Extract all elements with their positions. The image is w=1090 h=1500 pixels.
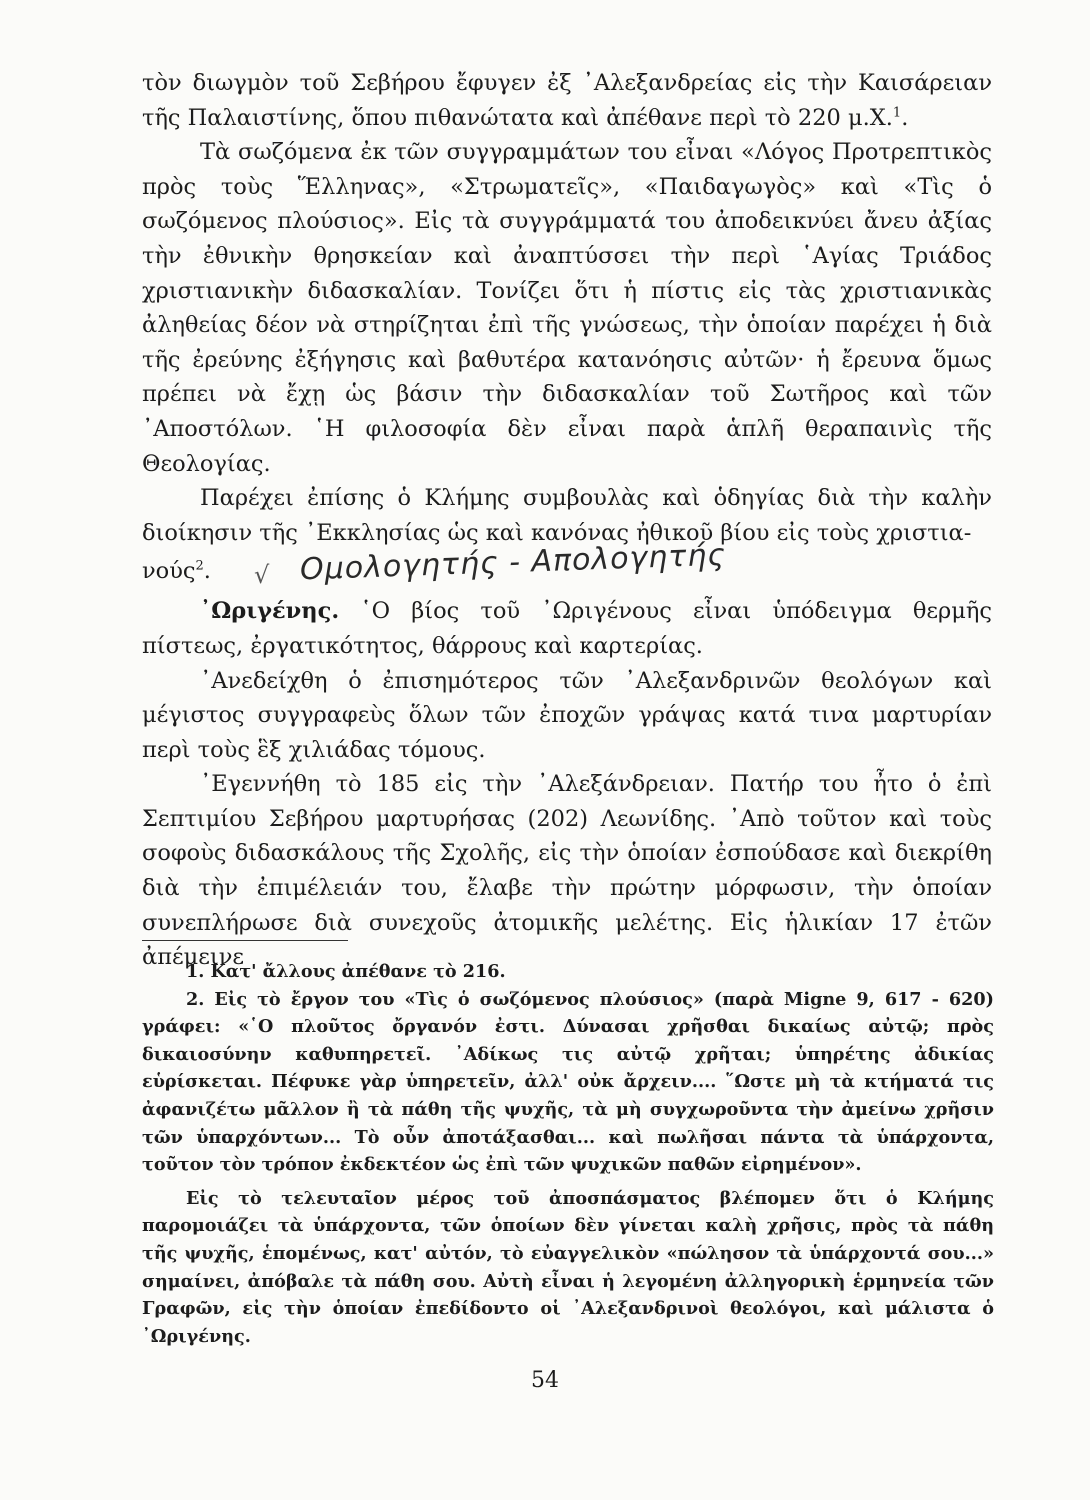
paragraph-3-end-line: νούς$^2$. √ Ομολογητής - Απολογητής (142, 550, 992, 594)
footnote-2: 2. Εἰς τὸ ἔργον του «Τὶς ὁ σωζόμενος πλούσιος» (παρὰ Migne 9, 617 - 620) γράφει: «῾Ο πλοῦτος ὄργανόν ἐστι. Δύνασαι χρῆσθαι δικαίως αὐτῷ; πρὸς δικαιοσύνην καθυπηρετεῖ. ᾿Αδίκως τις αὐτῷ χρῆται; ὑπηρέτης ἀδικίας εὑρίσκεται. Πέφυκε γὰρ ὑπηρετεῖν, ἀλλ' οὐκ ἄρχειν.... ῞Ωστε μὴ τὰ κτήματά τις ἀφανιζέτω μᾶλλον ἢ τὰ πάθη τῆς ψυχῆς, τὰ μὴ συγχωροῦντα τὴν ἀμείνω χρῆσιν τῶν ὑπαρχόντων... Τὸ οὖν ἀποτάξασθαι... καὶ πωλῆσαι πάντα τὰ ὑπάρχοντα, τοῦτον τὸν τρόπον ἐκδεκτέον ὡς ἐπὶ τῶν ψυχικῶν παθῶν εἰρημένον». (142, 988, 994, 1176)
footnote-divider (142, 940, 348, 941)
footnotes (142, 958, 994, 1350)
page-number: 54 (531, 1368, 559, 1393)
paragraph-origenes: ᾿Ωριγένης. ῾Ο βίος τοῦ ᾿Ωριγένους εἶναι ὑπόδειγμα θερμῆς πίστεως, ἐργατικότητος, θάρρους καὶ καρτερίας. (142, 598, 992, 659)
paragraph-6: ᾿Εγεννήθη τὸ 185 εἰς τὴν ᾿Αλεξάνδρειαν. Πατήρ του ἦτο ὁ ἐπὶ Σεπτιμίου Σεβήρου μαρτυρήσας (202) Λεωνίδης. ᾿Απὸ τοῦτον καὶ τοὺς σοφοὺς διδασκάλους τῆς Σχολῆς, εἰς τὴν ὁποίαν ἐσπούδασε καὶ διεκρίθη διὰ τὴν ἐπιμέλειάν του, ἔλαβε τὴν πρώτην μόρφωσιν, τὴν ὁποίαν συνεπλήρωσε διὰ συνεχοῦς ἀτομικῆς μελέτης. Εἰς ἡλικίαν 17 ἐτῶν ἀπέμεινε (142, 771, 992, 971)
paragraph-2: Τὰ σωζόμενα ἐκ τῶν συγγραμμάτων του εἶναι «Λόγος Προτρεπτικὸς πρὸς τοὺς Ἕλληνας», «Στρωματεῖς», «Παιδαγωγὸς» καὶ «Τὶς ὁ σωζόμενος πλούσιος». Εἰς τὰ συγγράμματά του ἀποδεικνύει ἄνευ ἀξίας τὴν ἐθνικὴν θρησκείαν καὶ ἀναπτύσσει τὴν περὶ ῾Αγίας Τριάδος χριστιανικὴν διδασκαλίαν. Τονίζει ὅτι ἡ πίστις εἰς τὰς χριστιανικὰς ἀληθείας δέον νὰ στηρίζηται ἐπὶ τῆς γνώσεως, τὴν ὁποίαν παρέχει ἡ διὰ τῆς ἐρεύνης ἐξήγησις καὶ βαθυτέρα κατανόησις αὐτῶν· ἡ ἔρευνα ὅμως πρέπει νὰ ἔχῃ ὡς βάσιν τὴν διδασκαλίαν τοῦ Σωτῆρος καὶ τῶν ᾿Αποστόλων. ῾Η φιλοσοφία δὲν εἶναι παρὰ ἁπλῆ θεραπαινὶς τῆς Θεολογίας. (142, 139, 992, 477)
handwritten-annotation: Ομολογητής - Απολογητής (299, 537, 727, 588)
main-text (142, 66, 992, 975)
section-heading-origenes: ᾿Ωριγένης. (200, 598, 340, 625)
paragraph-3: Παρέχει ἐπίσης ὁ Κλήμης συμβουλὰς καὶ ὁδηγίας διὰ τὴν καλὴν διοίκησιν τῆς ᾿Εκκλησίας ὡς καὶ κανόνας ἠθικοῦ βίου εἰς τοὺς χριστια- (142, 485, 992, 546)
footnote-1: 1. Κατ' ἄλλους ἀπέθανε τὸ 216. (186, 961, 506, 982)
footnote-ref-1: 1 (892, 105, 902, 121)
footnote-ref-2: 2 (195, 558, 204, 574)
footnote-commentary: Εἰς τὸ τελευταῖον μέρος τοῦ ἀποσπάσματος βλέπομεν ὅτι ὁ Κλήμης παρομοιάζει τὰ ὑπάρχοντα, τῶν ὁποίων δὲν γίνεται καλὴ χρῆσις, πρὸς τὰ πάθη τῆς ψυχῆς, ἑπομένως, κατ' αὐτόν, τὸ εὐαγγελικὸν «πώλησον τὰ ὑπάρχοντά σου...» σημαίνει, ἀπόβαλε τὰ πάθη σου. Αὐτὴ εἶναι ἡ λεγομένη ἀλληγορικὴ ἑρμηνεία τῶν Γραφῶν, εἰς τὴν ὁποίαν ἐπεδίδοντο οἱ ᾿Αλεξανδρινοὶ θεολόγοι, καὶ μάλιστα ὁ ᾿Ωριγένης. (142, 1187, 994, 1347)
paragraph-1: τὸν διωγμὸν τοῦ Σεβήρου ἔφυγεν ἐξ ᾿Αλεξανδρείας εἰς τὴν Καισάρειαν τῆς Παλαιστίνης, ὅπου πιθανώτατα καὶ ἀπέθανε περὶ τὸ 220 μ.Χ.$^1$. (142, 70, 992, 131)
paragraph-5: ᾿Ανεδείχθη ὁ ἐπισημότερος τῶν ᾿Αλεξανδρινῶν θεολόγων καὶ μέγιστος συγγραφεὺς ὅλων τῶν ἐποχῶν γράψας κατά τινα μαρτυρίαν περὶ τοὺς ἓξ χιλιάδας τόμους. (142, 667, 992, 763)
checkmark-icon: √ (254, 561, 270, 590)
